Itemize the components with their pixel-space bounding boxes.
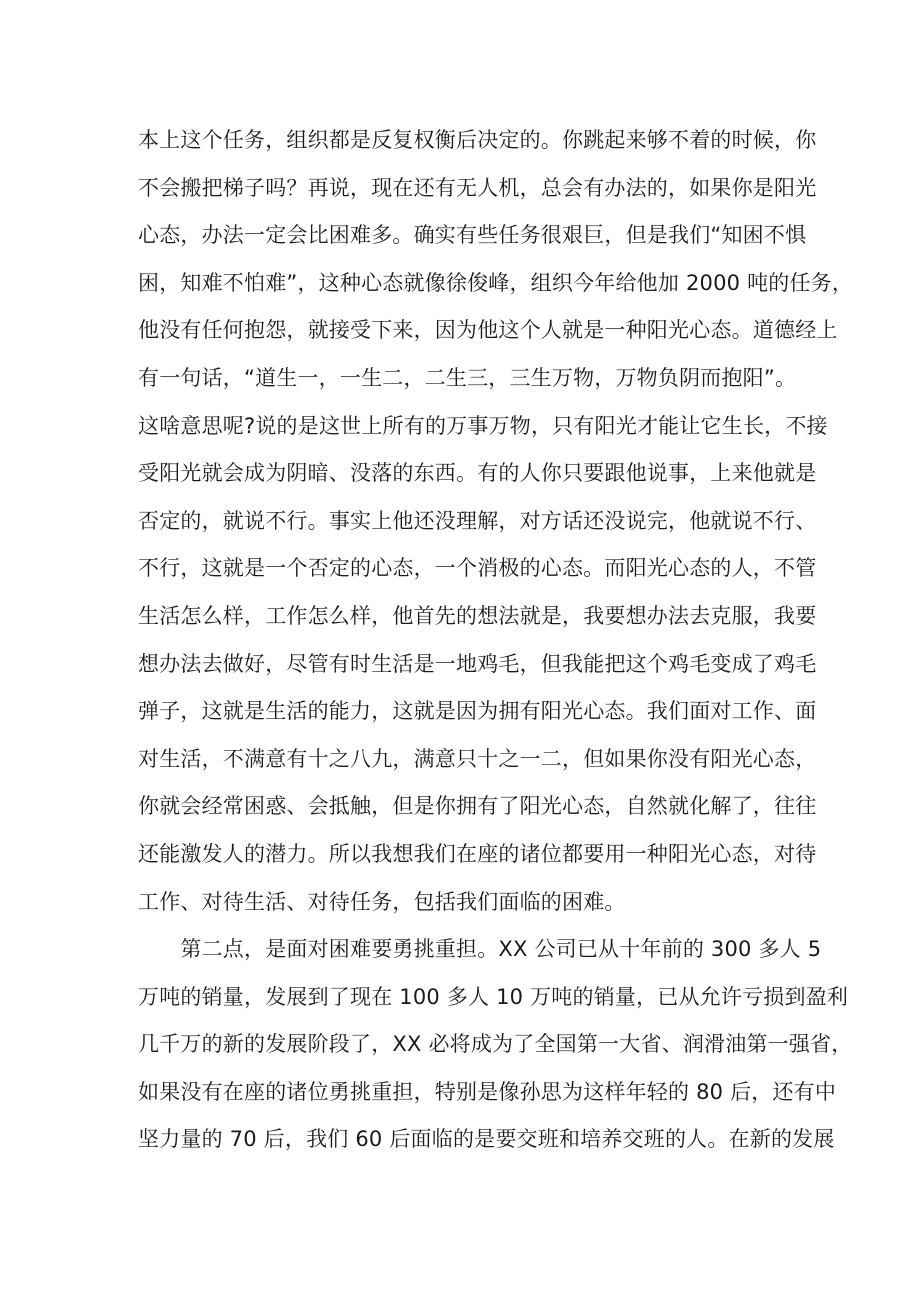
text-line: 坚力量的 70 后，我们 60 后面临的是要交班和培养交班的人。在新的发展 [138,1127,835,1152]
text-line: 你就会经常困惑、会抵触，但是你拥有了阳光心态，自然就化解了，往往 [138,794,817,819]
body-text [138,117,854,1164]
text-line: 万吨的销量，发展到了现在 100 多人 10 万吨的销量，已从允许亏损到盈利 [138,984,849,1009]
text-line: 几千万的新的发展阶段了，XX 必将成为了全国第一大省、润滑油第一强省， [138,1032,853,1057]
text-line: 有一句话，“道生一，一生二，二生三，三生万物，万物负阴而抱阳”。 [138,365,797,390]
text-line: 困，知难不怕难”，这种心态就像徐俊峰，组织今年给他加 2000 吨的任务， [138,270,854,295]
text-line: 生活怎么样，工作怎么样，他首先的想法就是，我要想办法去克服，我要 [138,603,817,628]
text-line: 这啥意思呢?说的是这世上所有的万事万物，只有阳光才能让它生长，不接 [138,413,828,438]
text-line: 弹子，这就是生活的能力，这就是因为拥有阳光心态。我们面对工作、面 [138,699,817,724]
text-line: 不行，这就是一个否定的心态，一个消极的心态。而阳光心态的人，不管 [138,556,817,581]
text-line: 工作、对待生活、对待任务，包括我们面临的困难。 [138,889,626,914]
text-line: 本上这个任务，组织都是反复权衡后决定的。你跳起来够不着的时候，你 [138,128,817,152]
text-line: 他没有任何抱怨，就接受下来，因为他这个人就是一种阳光心态。道德经上 [138,318,838,343]
text-line: 不会搬把梯子吗？再说，现在还有无人机，总会有办法的，如果你是阳光 [138,175,817,200]
text-line: 受阳光就会成为阴暗、没落的东西。有的人你只要跟他说事，上来他就是 [138,461,817,486]
text-line: 想办法去做好，尽管有时生活是一地鸡毛，但我能把这个鸡毛变成了鸡毛 [138,651,817,676]
text-line: 否定的，就说不行。事实上他还没理解，对方话还没说完，他就说不行、 [138,508,817,533]
text-line: 第二点，是面对困难要勇挑重担。XX 公司已从十年前的 300 多人 5 [138,937,822,962]
text-line: 对生活，不满意有十之八九，满意只十之一二，但如果你没有阳光心态， [138,746,817,771]
text-line: 心态，办法一定会比困难多。确实有些任务很艰巨，但是我们“知困不惧 [138,223,807,248]
text-line: 还能激发人的潜力。所以我想我们在座的诸位都要用一种阳光心态，对待 [138,841,817,866]
text-line: 如果没有在座的诸位勇挑重担，特别是像孙思为这样年轻的 80 后，还有中 [138,1079,837,1104]
